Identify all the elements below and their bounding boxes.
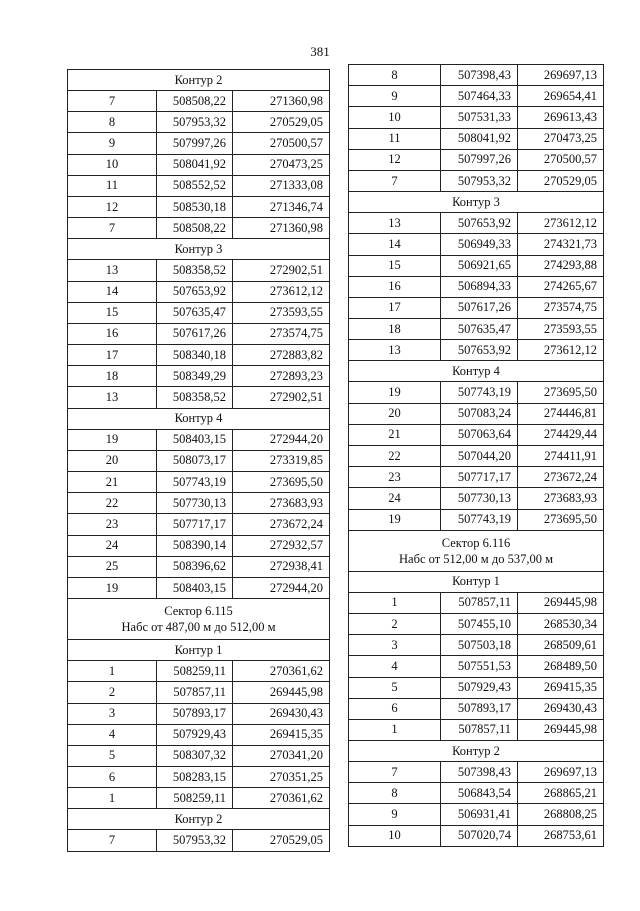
- coordinate-row: [68, 830, 330, 851]
- y-coordinate: 272938,41: [233, 556, 330, 577]
- point-number: 5: [349, 677, 441, 698]
- point-number: 23: [68, 514, 157, 535]
- coordinate-row: [349, 467, 604, 488]
- y-coordinate: 274429,44: [518, 424, 604, 445]
- contour-title: Контур 2: [349, 741, 604, 762]
- coordinate-row: [349, 446, 604, 467]
- x-coordinate: 506843,54: [441, 783, 518, 804]
- x-coordinate: 507743,19: [157, 472, 233, 493]
- y-coordinate: 268865,21: [518, 783, 604, 804]
- coordinate-row: [68, 724, 330, 745]
- point-number: 24: [349, 488, 441, 509]
- y-coordinate: 273574,75: [518, 297, 604, 318]
- point-number: 1: [349, 719, 441, 740]
- y-coordinate: 269430,43: [233, 703, 330, 724]
- x-coordinate: 506949,33: [441, 234, 518, 255]
- y-coordinate: 269445,98: [518, 719, 604, 740]
- point-number: 7: [68, 830, 157, 851]
- point-number: 9: [349, 86, 441, 107]
- x-coordinate: 507020,74: [441, 825, 518, 846]
- coordinate-row: [68, 218, 330, 239]
- contour-header-row: [349, 192, 604, 213]
- sector-title: Сектор 6.116: [441, 535, 511, 550]
- y-coordinate: 272902,51: [233, 260, 330, 281]
- coordinate-row: [349, 128, 604, 149]
- y-coordinate: 269697,13: [518, 65, 604, 86]
- x-coordinate: 507653,92: [441, 213, 518, 234]
- sector-header: [68, 599, 330, 640]
- y-coordinate: 269445,98: [233, 682, 330, 703]
- coordinate-row: [68, 745, 330, 766]
- coordinate-row: [349, 340, 604, 361]
- x-coordinate: 507730,13: [441, 488, 518, 509]
- x-coordinate: 508041,92: [441, 128, 518, 149]
- coordinate-row: [68, 91, 330, 112]
- point-number: 10: [349, 107, 441, 128]
- y-coordinate: 269654,41: [518, 86, 604, 107]
- y-coordinate: 274411,91: [518, 446, 604, 467]
- x-coordinate: 507857,11: [441, 592, 518, 613]
- x-coordinate: 507464,33: [441, 86, 518, 107]
- coordinate-row: [68, 387, 330, 408]
- point-number: 7: [68, 91, 157, 112]
- x-coordinate: 507551,53: [441, 656, 518, 677]
- x-coordinate: 507953,32: [157, 830, 233, 851]
- coordinate-row: [68, 682, 330, 703]
- point-number: 8: [349, 783, 441, 804]
- coordinate-row: [349, 677, 604, 698]
- coordinate-row: [68, 366, 330, 387]
- y-coordinate: 269697,13: [518, 762, 604, 783]
- y-coordinate: 271360,98: [233, 218, 330, 239]
- contour-header-row: [68, 408, 330, 429]
- contour-title: Контур 4: [349, 361, 604, 382]
- contour-header-row: [349, 361, 604, 382]
- y-coordinate: 273683,93: [233, 493, 330, 514]
- point-number: 3: [68, 703, 157, 724]
- coordinate-row: [349, 382, 604, 403]
- point-number: 19: [68, 429, 157, 450]
- x-coordinate: 508403,15: [157, 429, 233, 450]
- coordinate-row: [68, 577, 330, 598]
- coordinate-row: [349, 255, 604, 276]
- point-number: 15: [349, 255, 441, 276]
- point-number: 4: [349, 656, 441, 677]
- point-number: 6: [68, 767, 157, 788]
- y-coordinate: 269613,43: [518, 107, 604, 128]
- coordinate-row: [349, 719, 604, 740]
- point-number: 7: [349, 170, 441, 191]
- point-number: 13: [68, 260, 157, 281]
- coordinate-row: [349, 403, 604, 424]
- coordinate-row: [68, 493, 330, 514]
- point-number: 4: [68, 724, 157, 745]
- coordinate-row: [68, 703, 330, 724]
- contour-title: Контур 2: [68, 809, 330, 830]
- point-number: 1: [349, 592, 441, 613]
- x-coordinate: 507929,43: [157, 724, 233, 745]
- contour-title: Контур 3: [68, 239, 330, 260]
- coordinate-row: [349, 825, 604, 846]
- point-number: 22: [68, 493, 157, 514]
- coordinate-row: [68, 196, 330, 217]
- coordinate-row: [349, 804, 604, 825]
- point-number: 7: [349, 762, 441, 783]
- x-coordinate: 508073,17: [157, 450, 233, 471]
- x-coordinate: 507893,17: [441, 698, 518, 719]
- coordinate-row: [68, 133, 330, 154]
- point-number: 8: [68, 112, 157, 133]
- coordinate-row: [68, 450, 330, 471]
- y-coordinate: 272944,20: [233, 577, 330, 598]
- x-coordinate: 507617,26: [441, 297, 518, 318]
- x-coordinate: 507044,20: [441, 446, 518, 467]
- y-coordinate: 273319,85: [233, 450, 330, 471]
- x-coordinate: 507083,24: [441, 403, 518, 424]
- y-coordinate: 270473,25: [233, 154, 330, 175]
- x-coordinate: 507893,17: [157, 703, 233, 724]
- sector-header: [349, 530, 604, 571]
- coordinate-row: [349, 488, 604, 509]
- coordinate-row: [349, 698, 604, 719]
- y-coordinate: 268753,61: [518, 825, 604, 846]
- left-coordinates-column: [67, 69, 329, 852]
- sector-header-row: [68, 599, 330, 640]
- coordinate-row: [349, 319, 604, 340]
- contour-title: Контур 2: [68, 70, 330, 91]
- x-coordinate: 508340,18: [157, 345, 233, 366]
- x-coordinate: 506894,33: [441, 276, 518, 297]
- right-coordinates-table: [348, 64, 604, 847]
- y-coordinate: 273612,12: [233, 281, 330, 302]
- coordinate-row: [349, 592, 604, 613]
- coordinate-row: [349, 509, 604, 530]
- y-coordinate: 274265,67: [518, 276, 604, 297]
- point-number: 8: [349, 65, 441, 86]
- point-number: 13: [349, 213, 441, 234]
- y-coordinate: 273672,24: [518, 467, 604, 488]
- coordinate-row: [68, 260, 330, 281]
- x-coordinate: 507717,17: [157, 514, 233, 535]
- y-coordinate: 273612,12: [518, 340, 604, 361]
- coordinate-row: [349, 86, 604, 107]
- point-number: 15: [68, 302, 157, 323]
- point-number: 21: [68, 472, 157, 493]
- left-coordinates-table: [67, 69, 330, 852]
- y-coordinate: 270500,57: [233, 133, 330, 154]
- y-coordinate: 274446,81: [518, 403, 604, 424]
- x-coordinate: 507531,33: [441, 107, 518, 128]
- coordinate-row: [68, 788, 330, 809]
- y-coordinate: 273695,50: [518, 382, 604, 403]
- point-number: 1: [68, 788, 157, 809]
- x-coordinate: 506921,65: [441, 255, 518, 276]
- x-coordinate: 507743,19: [441, 509, 518, 530]
- contour-title: Контур 1: [68, 640, 330, 661]
- contour-title: Контур 3: [349, 192, 604, 213]
- point-number: 17: [349, 297, 441, 318]
- point-number: 19: [349, 382, 441, 403]
- coordinate-row: [68, 556, 330, 577]
- point-number: 18: [68, 366, 157, 387]
- coordinate-row: [68, 112, 330, 133]
- point-number: 16: [349, 276, 441, 297]
- x-coordinate: 507997,26: [441, 149, 518, 170]
- point-number: 2: [68, 682, 157, 703]
- y-coordinate: 273695,50: [233, 472, 330, 493]
- point-number: 11: [68, 175, 157, 196]
- x-coordinate: 507635,47: [157, 302, 233, 323]
- y-coordinate: 271360,98: [233, 91, 330, 112]
- coordinate-row: [349, 234, 604, 255]
- point-number: 13: [349, 340, 441, 361]
- point-number: 25: [68, 556, 157, 577]
- y-coordinate: 272893,23: [233, 366, 330, 387]
- x-coordinate: 508041,92: [157, 154, 233, 175]
- coordinate-row: [349, 213, 604, 234]
- contour-title: Контур 1: [349, 571, 604, 592]
- y-coordinate: 268530,34: [518, 613, 604, 634]
- x-coordinate: 508307,32: [157, 745, 233, 766]
- x-coordinate: 507929,43: [441, 677, 518, 698]
- coordinate-row: [349, 635, 604, 656]
- x-coordinate: 508530,18: [157, 196, 233, 217]
- y-coordinate: 273593,55: [518, 319, 604, 340]
- point-number: 12: [68, 196, 157, 217]
- x-coordinate: 507503,18: [441, 635, 518, 656]
- right-coordinates-column: [348, 64, 603, 847]
- point-number: 24: [68, 535, 157, 556]
- y-coordinate: 273683,93: [518, 488, 604, 509]
- y-coordinate: 270361,62: [233, 661, 330, 682]
- y-coordinate: 271346,74: [233, 196, 330, 217]
- coordinate-row: [68, 514, 330, 535]
- point-number: 17: [68, 345, 157, 366]
- x-coordinate: 508358,52: [157, 260, 233, 281]
- x-coordinate: 508259,11: [157, 661, 233, 682]
- point-number: 18: [349, 319, 441, 340]
- y-coordinate: 270341,20: [233, 745, 330, 766]
- y-coordinate: 269445,98: [518, 592, 604, 613]
- x-coordinate: 508508,22: [157, 91, 233, 112]
- y-coordinate: 270500,57: [518, 149, 604, 170]
- y-coordinate: 273593,55: [233, 302, 330, 323]
- y-coordinate: 270529,05: [518, 170, 604, 191]
- x-coordinate: 508552,52: [157, 175, 233, 196]
- x-coordinate: 507455,10: [441, 613, 518, 634]
- y-coordinate: 268489,50: [518, 656, 604, 677]
- y-coordinate: 270529,05: [233, 830, 330, 851]
- point-number: 10: [349, 825, 441, 846]
- x-coordinate: 507398,43: [441, 65, 518, 86]
- x-coordinate: 507857,11: [441, 719, 518, 740]
- contour-header-row: [349, 571, 604, 592]
- y-coordinate: 272883,82: [233, 345, 330, 366]
- coordinate-row: [68, 281, 330, 302]
- y-coordinate: 269415,35: [518, 677, 604, 698]
- x-coordinate: 507653,92: [441, 340, 518, 361]
- x-coordinate: 507717,17: [441, 467, 518, 488]
- y-coordinate: 270529,05: [233, 112, 330, 133]
- y-coordinate: 269430,43: [518, 698, 604, 719]
- y-coordinate: 273695,50: [518, 509, 604, 530]
- x-coordinate: 507617,26: [157, 323, 233, 344]
- point-number: 12: [349, 149, 441, 170]
- x-coordinate: 508259,11: [157, 788, 233, 809]
- page-number: 381: [310, 44, 330, 59]
- coordinate-row: [68, 661, 330, 682]
- x-coordinate: 507635,47: [441, 319, 518, 340]
- point-number: 10: [68, 154, 157, 175]
- coordinate-row: [68, 323, 330, 344]
- point-number: 9: [68, 133, 157, 154]
- y-coordinate: 268509,61: [518, 635, 604, 656]
- point-number: 23: [349, 467, 441, 488]
- point-number: 19: [68, 577, 157, 598]
- y-coordinate: 269415,35: [233, 724, 330, 745]
- y-coordinate: 271333,08: [233, 175, 330, 196]
- sector-title: Сектор 6.115: [164, 604, 233, 619]
- coordinate-row: [68, 345, 330, 366]
- x-coordinate: 508396,62: [157, 556, 233, 577]
- x-coordinate: 508349,29: [157, 366, 233, 387]
- y-coordinate: 270351,25: [233, 767, 330, 788]
- y-coordinate: 272902,51: [233, 387, 330, 408]
- point-number: 5: [68, 745, 157, 766]
- y-coordinate: 268808,25: [518, 804, 604, 825]
- point-number: 16: [68, 323, 157, 344]
- x-coordinate: 507997,26: [157, 133, 233, 154]
- contour-header-row: [68, 70, 330, 91]
- point-number: 22: [349, 446, 441, 467]
- contour-header-row: [68, 640, 330, 661]
- x-coordinate: 507730,13: [157, 493, 233, 514]
- contour-title: Контур 4: [68, 408, 330, 429]
- coordinate-row: [349, 783, 604, 804]
- y-coordinate: 270473,25: [518, 128, 604, 149]
- contour-header-row: [349, 741, 604, 762]
- point-number: 7: [68, 218, 157, 239]
- coordinate-row: [349, 762, 604, 783]
- coordinate-row: [68, 302, 330, 323]
- x-coordinate: 508508,22: [157, 218, 233, 239]
- x-coordinate: 508283,15: [157, 767, 233, 788]
- x-coordinate: 508403,15: [157, 577, 233, 598]
- point-number: 20: [68, 450, 157, 471]
- coordinate-row: [349, 613, 604, 634]
- point-number: 14: [68, 281, 157, 302]
- y-coordinate: 274293,88: [518, 255, 604, 276]
- y-coordinate: 272932,57: [233, 535, 330, 556]
- point-number: 1: [68, 661, 157, 682]
- contour-header-row: [68, 809, 330, 830]
- coordinate-row: [68, 429, 330, 450]
- x-coordinate: 508390,14: [157, 535, 233, 556]
- coordinate-row: [349, 424, 604, 445]
- point-number: 6: [349, 698, 441, 719]
- coordinate-row: [349, 149, 604, 170]
- x-coordinate: 507743,19: [441, 382, 518, 403]
- coordinate-row: [349, 107, 604, 128]
- sector-elevation-range: Набс от 487,00 м до 512,00 м: [121, 620, 276, 635]
- point-number: 9: [349, 804, 441, 825]
- coordinate-row: [349, 276, 604, 297]
- x-coordinate: 508358,52: [157, 387, 233, 408]
- x-coordinate: 507063,64: [441, 424, 518, 445]
- y-coordinate: 274321,73: [518, 234, 604, 255]
- coordinate-row: [349, 297, 604, 318]
- point-number: 14: [349, 234, 441, 255]
- x-coordinate: 507953,32: [157, 112, 233, 133]
- point-number: 19: [349, 509, 441, 530]
- y-coordinate: 272944,20: [233, 429, 330, 450]
- x-coordinate: 507653,92: [157, 281, 233, 302]
- coordinate-row: [68, 472, 330, 493]
- x-coordinate: 507857,11: [157, 682, 233, 703]
- coordinate-row: [68, 535, 330, 556]
- point-number: 21: [349, 424, 441, 445]
- coordinate-row: [349, 170, 604, 191]
- y-coordinate: 273612,12: [518, 213, 604, 234]
- point-number: 13: [68, 387, 157, 408]
- x-coordinate: 507953,32: [441, 170, 518, 191]
- point-number: 3: [349, 635, 441, 656]
- coordinate-row: [68, 154, 330, 175]
- point-number: 2: [349, 613, 441, 634]
- y-coordinate: 270361,62: [233, 788, 330, 809]
- coordinate-row: [349, 656, 604, 677]
- coordinate-row: [68, 175, 330, 196]
- contour-header-row: [68, 239, 330, 260]
- coordinate-row: [349, 65, 604, 86]
- coordinate-row: [68, 767, 330, 788]
- x-coordinate: 506931,41: [441, 804, 518, 825]
- sector-elevation-range: Набс от 512,00 м до 537,00 м: [399, 551, 553, 566]
- point-number: 11: [349, 128, 441, 149]
- point-number: 20: [349, 403, 441, 424]
- y-coordinate: 273672,24: [233, 514, 330, 535]
- x-coordinate: 507398,43: [441, 762, 518, 783]
- sector-header-row: [349, 530, 604, 571]
- y-coordinate: 273574,75: [233, 323, 330, 344]
